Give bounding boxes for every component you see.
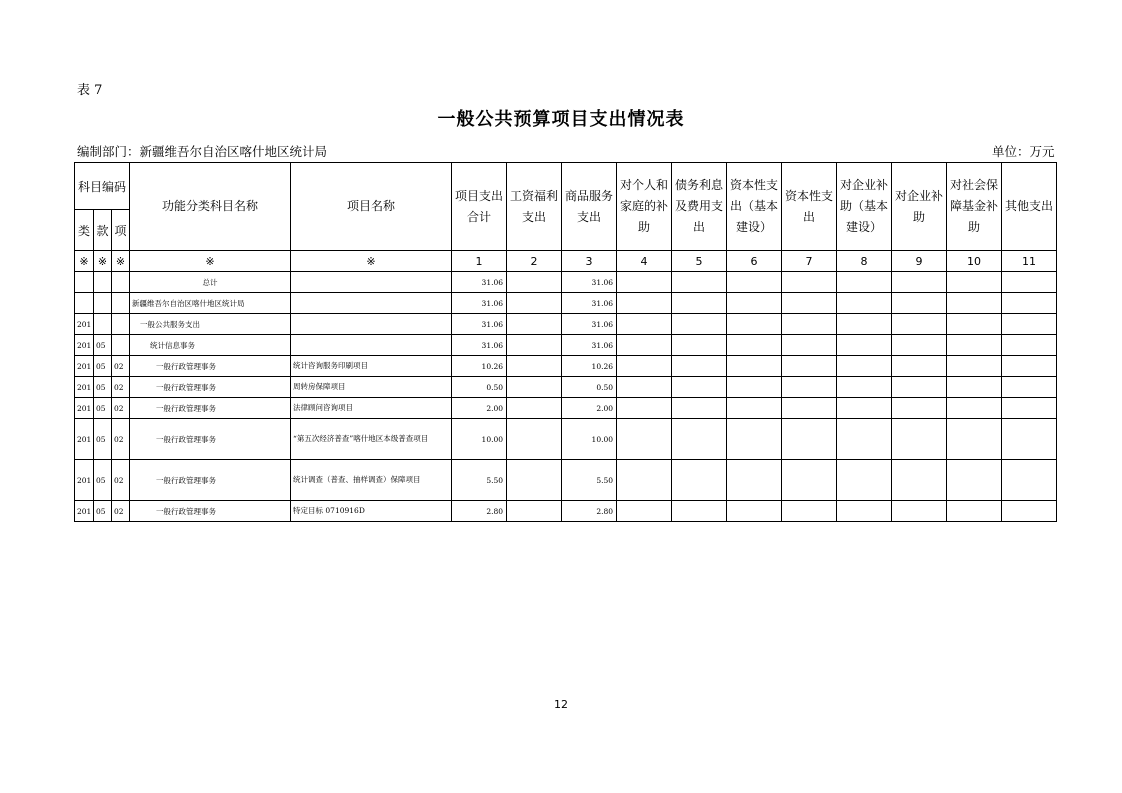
column-header-line: 合计: [467, 209, 492, 224]
xiang-cell: [112, 272, 130, 293]
index-cell: 2: [507, 251, 562, 272]
lei-cell: 201: [75, 314, 94, 335]
index-cell: 5: [672, 251, 727, 272]
column-header-line: 建设）: [846, 220, 883, 234]
table-row: [75, 335, 1057, 356]
column-header-line: 出（基本: [730, 199, 779, 213]
empty-cell: [892, 419, 947, 460]
table-row: [75, 398, 1057, 419]
project-name-cell: [291, 272, 452, 293]
empty-cell: [617, 335, 672, 356]
index-cell: 9: [892, 251, 947, 272]
index-cell: ※: [75, 251, 94, 272]
kuan-cell: [94, 293, 112, 314]
lei-cell: 201: [75, 419, 94, 460]
empty-cell: [617, 398, 672, 419]
xiang-cell: 02: [112, 419, 130, 460]
page-number: 12: [554, 698, 568, 711]
empty-cell: [947, 356, 1002, 377]
empty-cell: [727, 272, 782, 293]
empty-cell: [617, 377, 672, 398]
wage-cell: [507, 356, 562, 377]
empty-cell: [947, 272, 1002, 293]
column-header-line: 工资福利: [510, 188, 559, 203]
goods-services-cell: 10.26: [562, 356, 617, 377]
index-row: [75, 251, 1057, 272]
index-cell: ※: [112, 251, 130, 272]
project-name-cell: 法律顾问咨询项目: [291, 398, 452, 419]
column-header: [452, 163, 507, 251]
goods-services-cell: 2.80: [562, 501, 617, 522]
empty-cell: [892, 335, 947, 356]
project-name-cell: 统计咨询服务印刷项目: [291, 356, 452, 377]
empty-cell: [947, 335, 1002, 356]
table-row: [75, 460, 1057, 501]
empty-cell: [1002, 356, 1057, 377]
empty-cell: [617, 501, 672, 522]
empty-cell: [727, 501, 782, 522]
empty-cell: [727, 335, 782, 356]
table-row: [75, 501, 1057, 522]
wage-cell: [507, 335, 562, 356]
kuan-cell: 05: [94, 460, 112, 501]
empty-cell: [672, 419, 727, 460]
column-header-line: 支出: [522, 209, 547, 224]
function-name-cell: 新疆维吾尔自治区喀什地区统计局: [130, 293, 291, 314]
empty-cell: [727, 293, 782, 314]
column-header-line: 建设）: [736, 220, 773, 234]
empty-cell: [947, 501, 1002, 522]
column-header: [837, 163, 892, 251]
empty-cell: [617, 460, 672, 501]
department-label: 编制部门：新疆维吾尔自治区喀什地区统计局: [77, 144, 328, 159]
goods-services-cell: 5.50: [562, 460, 617, 501]
function-name-cell: 总计: [130, 272, 291, 293]
empty-cell: [617, 314, 672, 335]
index-cell: 10: [947, 251, 1002, 272]
xiang-cell: 02: [112, 398, 130, 419]
empty-cell: [727, 377, 782, 398]
empty-cell: [672, 356, 727, 377]
kuan-cell: 05: [94, 398, 112, 419]
column-header-line: 出: [693, 220, 706, 234]
xiang-cell: 02: [112, 460, 130, 501]
lei-cell: 201: [75, 377, 94, 398]
xiang-cell: 02: [112, 377, 130, 398]
index-cell: ※: [291, 251, 452, 272]
xiang-cell: [112, 293, 130, 314]
empty-cell: [892, 398, 947, 419]
total-cell: 2.00: [452, 398, 507, 419]
wage-cell: [507, 272, 562, 293]
xiang-cell: 02: [112, 356, 130, 377]
empty-cell: [837, 356, 892, 377]
column-header-line: 助（基本: [840, 199, 889, 213]
kuan-cell: 05: [94, 356, 112, 377]
budget-table: [74, 162, 1057, 522]
project-name-cell: [291, 335, 452, 356]
table-row: [75, 272, 1057, 293]
goods-services-cell: 2.00: [562, 398, 617, 419]
empty-cell: [782, 272, 837, 293]
empty-cell: [1002, 293, 1057, 314]
kuan-cell: 05: [94, 419, 112, 460]
column-header-line: 项目支出: [455, 188, 504, 203]
total-cell: 5.50: [452, 460, 507, 501]
empty-cell: [1002, 501, 1057, 522]
column-header-line: 助: [913, 209, 926, 224]
empty-cell: [947, 460, 1002, 501]
empty-cell: [727, 460, 782, 501]
total-cell: 2.80: [452, 501, 507, 522]
column-header-line: 对个人和: [620, 178, 669, 192]
table-row: [75, 419, 1057, 460]
total-cell: 10.00: [452, 419, 507, 460]
empty-cell: [617, 293, 672, 314]
lei-cell: 201: [75, 335, 94, 356]
function-name-cell: 一般行政管理事务: [130, 460, 291, 501]
column-header-line: 家庭的补: [620, 199, 669, 213]
empty-cell: [727, 398, 782, 419]
goods-services-cell: 31.06: [562, 335, 617, 356]
empty-cell: [892, 314, 947, 335]
lei-cell: [75, 293, 94, 314]
index-cell: ※: [130, 251, 291, 272]
wage-cell: [507, 460, 562, 501]
index-cell: 11: [1002, 251, 1057, 272]
total-cell: 31.06: [452, 335, 507, 356]
empty-cell: [727, 314, 782, 335]
empty-cell: [782, 293, 837, 314]
empty-cell: [837, 501, 892, 522]
empty-cell: [1002, 335, 1057, 356]
code-group-header: 科目编码: [75, 163, 130, 210]
empty-cell: [837, 460, 892, 501]
empty-cell: [947, 377, 1002, 398]
column-header-line: 出: [803, 209, 816, 224]
empty-cell: [782, 398, 837, 419]
column-header-line: 债务利息: [675, 178, 724, 192]
empty-cell: [837, 314, 892, 335]
lei-cell: 201: [75, 460, 94, 501]
project-name-cell: [291, 314, 452, 335]
function-name-cell: 一般行政管理事务: [130, 356, 291, 377]
wage-cell: [507, 398, 562, 419]
total-cell: 31.06: [452, 293, 507, 314]
column-header: [562, 163, 617, 251]
table-row: [75, 356, 1057, 377]
column-header: [947, 163, 1002, 251]
goods-services-cell: 0.50: [562, 377, 617, 398]
index-cell: 4: [617, 251, 672, 272]
empty-cell: [672, 377, 727, 398]
project-name-cell: “第五次经济普查”喀什地区本级普查项目: [291, 419, 452, 460]
empty-cell: [782, 501, 837, 522]
table-row: [75, 314, 1057, 335]
column-header: [727, 163, 782, 251]
unit-label: 单位：万元: [992, 144, 1055, 159]
wage-cell: [507, 377, 562, 398]
total-cell: 31.06: [452, 314, 507, 335]
column-header-line: 及费用支: [675, 199, 724, 213]
lei-header: 类: [75, 210, 94, 251]
function-name-cell: 一般行政管理事务: [130, 377, 291, 398]
empty-cell: [617, 419, 672, 460]
kuan-cell: 05: [94, 335, 112, 356]
empty-cell: [782, 377, 837, 398]
function-name-header: 功能分类科目名称: [130, 163, 291, 251]
goods-services-cell: 31.06: [562, 314, 617, 335]
column-header-line: 支出: [577, 209, 602, 224]
table-body: [75, 251, 1057, 522]
empty-cell: [672, 272, 727, 293]
lei-cell: 201: [75, 356, 94, 377]
empty-cell: [672, 398, 727, 419]
kuan-cell: [94, 314, 112, 335]
empty-cell: [837, 419, 892, 460]
page-title: 一般公共预算项目支出情况表: [437, 109, 685, 130]
table-row: [75, 377, 1057, 398]
empty-cell: [947, 398, 1002, 419]
column-header: [782, 163, 837, 251]
empty-cell: [672, 293, 727, 314]
empty-cell: [782, 419, 837, 460]
empty-cell: [837, 398, 892, 419]
empty-cell: [892, 272, 947, 293]
goods-services-cell: 10.00: [562, 419, 617, 460]
kuan-cell: 05: [94, 501, 112, 522]
empty-cell: [837, 272, 892, 293]
wage-cell: [507, 293, 562, 314]
index-cell: 8: [837, 251, 892, 272]
empty-cell: [672, 314, 727, 335]
empty-cell: [837, 377, 892, 398]
column-header-line: 对企业补: [840, 178, 889, 192]
empty-cell: [1002, 272, 1057, 293]
column-header: [507, 163, 562, 251]
empty-cell: [1002, 419, 1057, 460]
empty-cell: [617, 272, 672, 293]
empty-cell: [1002, 377, 1057, 398]
column-header-line: 资本性支: [730, 178, 779, 192]
index-cell: ※: [94, 251, 112, 272]
table-row: [75, 293, 1057, 314]
total-cell: 31.06: [452, 272, 507, 293]
project-name-cell: 统计调查（普查、抽样调查）保障项目: [291, 460, 452, 501]
lei-cell: [75, 272, 94, 293]
column-header-line: 其他支出: [1005, 199, 1054, 213]
project-name-header: 项目名称: [291, 163, 452, 251]
empty-cell: [947, 293, 1002, 314]
goods-services-cell: 31.06: [562, 272, 617, 293]
xiang-header: 项: [112, 210, 130, 251]
empty-cell: [617, 356, 672, 377]
total-cell: 0.50: [452, 377, 507, 398]
function-name-cell: 一般行政管理事务: [130, 501, 291, 522]
empty-cell: [672, 335, 727, 356]
column-header-line: 助: [638, 220, 651, 234]
kuan-header: 款: [94, 210, 112, 251]
empty-cell: [672, 460, 727, 501]
empty-cell: [727, 356, 782, 377]
project-name-cell: 周转房保障项目: [291, 377, 452, 398]
empty-cell: [1002, 314, 1057, 335]
column-header-line: 障基金补: [950, 199, 999, 213]
xiang-cell: [112, 335, 130, 356]
kuan-cell: 05: [94, 377, 112, 398]
empty-cell: [782, 460, 837, 501]
empty-cell: [837, 335, 892, 356]
empty-cell: [892, 356, 947, 377]
empty-cell: [672, 501, 727, 522]
empty-cell: [1002, 398, 1057, 419]
project-name-cell: [291, 293, 452, 314]
table-label: 表 7: [77, 83, 103, 98]
function-name-cell: 一般公共服务支出: [130, 314, 291, 335]
column-header: [1002, 163, 1057, 251]
table-header: [75, 163, 1057, 251]
index-cell: 1: [452, 251, 507, 272]
project-name-cell: 特定目标 0710916D: [291, 501, 452, 522]
lei-cell: 201: [75, 501, 94, 522]
index-cell: 7: [782, 251, 837, 272]
empty-cell: [782, 356, 837, 377]
column-header-line: 资本性支: [785, 188, 834, 203]
total-cell: 10.26: [452, 356, 507, 377]
xiang-cell: [112, 314, 130, 335]
column-header-line: 对企业补: [895, 188, 944, 203]
column-header-line: 助: [968, 220, 981, 234]
empty-cell: [837, 293, 892, 314]
wage-cell: [507, 314, 562, 335]
empty-cell: [892, 293, 947, 314]
function-name-cell: 一般行政管理事务: [130, 419, 291, 460]
function-name-cell: 一般行政管理事务: [130, 398, 291, 419]
empty-cell: [727, 419, 782, 460]
empty-cell: [782, 314, 837, 335]
empty-cell: [782, 335, 837, 356]
column-header-line: 对社会保: [950, 178, 999, 192]
empty-cell: [947, 314, 1002, 335]
lei-cell: 201: [75, 398, 94, 419]
wage-cell: [507, 419, 562, 460]
kuan-cell: [94, 272, 112, 293]
xiang-cell: 02: [112, 501, 130, 522]
index-cell: 6: [727, 251, 782, 272]
function-name-cell: 统计信息事务: [130, 335, 291, 356]
column-header: [617, 163, 672, 251]
goods-services-cell: 31.06: [562, 293, 617, 314]
column-header: [892, 163, 947, 251]
empty-cell: [947, 419, 1002, 460]
wage-cell: [507, 501, 562, 522]
column-header-line: 商品服务: [565, 188, 614, 203]
empty-cell: [892, 460, 947, 501]
empty-cell: [892, 377, 947, 398]
column-header: [672, 163, 727, 251]
index-cell: 3: [562, 251, 617, 272]
empty-cell: [892, 501, 947, 522]
empty-cell: [1002, 460, 1057, 501]
